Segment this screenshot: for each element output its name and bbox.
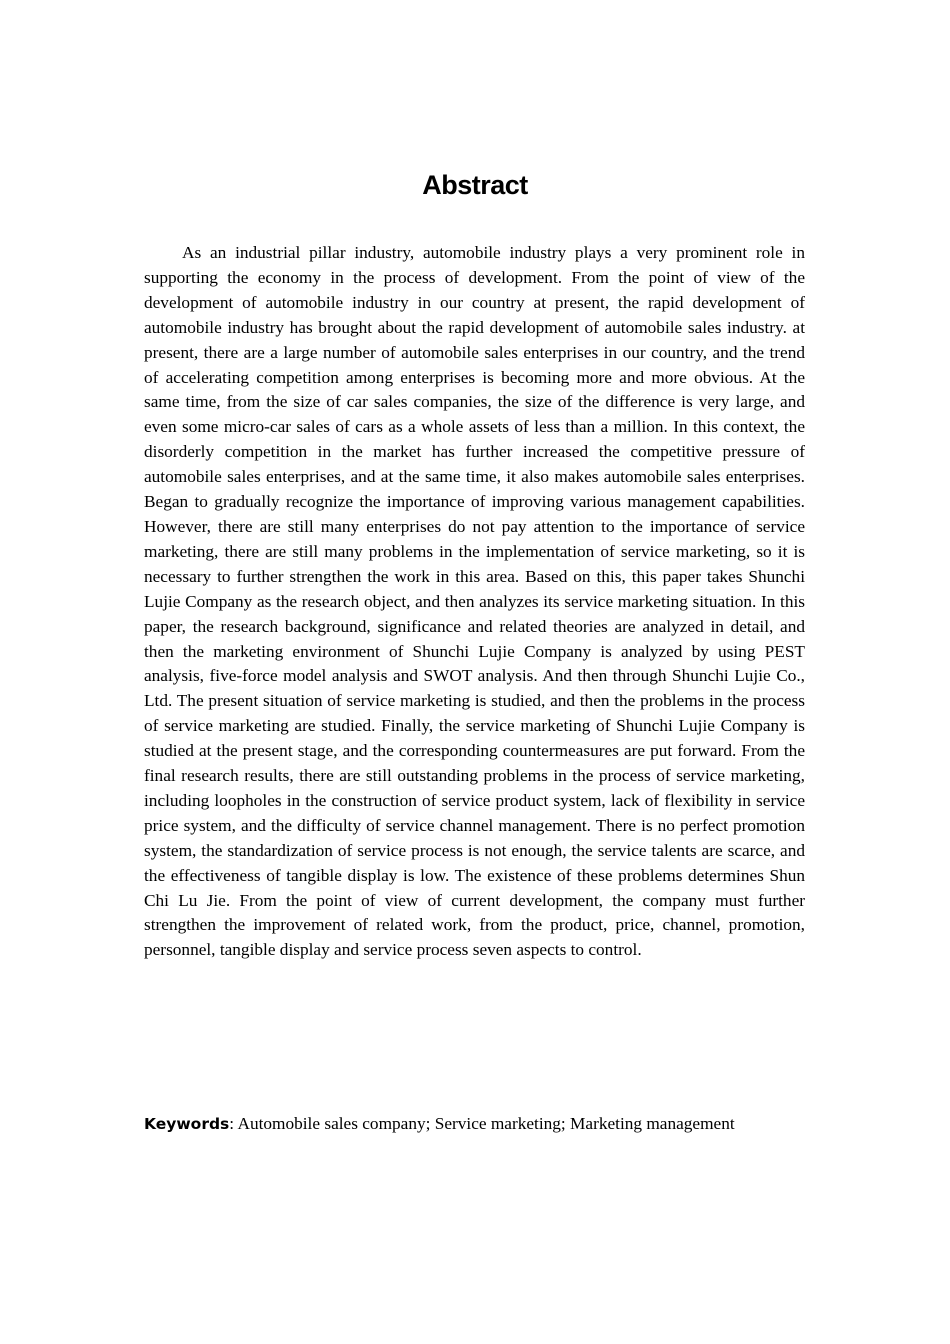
keywords-value: Automobile sales company; Service marketing; Marketing management — [237, 1114, 735, 1133]
page-title: Abstract — [422, 170, 528, 200]
keywords-line — [144, 1112, 844, 1136]
abstract-body: As an industrial pillar industry, automobile industry plays a very prominent role in supporting the economy in the process of development. From the point of view of the development of automobile industry in our country at present, the rapid development of automobile industry has brought about the rapid development of automobile sales industry. at present, there are a large number of automobile sales enterprises in our country, and the trend of accelerating competition among enterprises is becoming more and more obvious. At the same time, from the size of car sales companies, the size of the difference is very large, and even some micro-car sales of cars as a whole assets of less than a million. In this context, the disorderly competition in the market has further increased the competitive pressure of automobile sales enterprises, and at the same time, it also makes automobile sales enterprises. Began to gradually recognize the importance of improving various management capabilities. However, there are still many enterprises do not pay attention to the importance of service marketing, there are still many problems in the implementation of service marketing, so it is necessary to further strengthen the work in this area. Based on this, this paper takes Shunchi Lujie Company as the research object, and then analyzes its service marketing situation. In this paper, the research background, significance and related theories are analyzed in detail, and then the marketing environment of Shunchi Lujie Company is analyzed by using PEST analysis, five-force model analysis and SWOT analysis. And then through Shunchi Lujie Co., Ltd. The present situation of service marketing is studied, and then the problems in the process of service marketing are studied. Finally, the service marketing of Shunchi Lujie Company is studied at the present stage, and the corresponding countermeasures are put forward. From the final research results, there are still outstanding problems in the process of service marketing, including loopholes in the construction of service product system, lack of flexibility in service price system, and the difficulty of service channel management. There is no perfect promotion system, the standardization of service process is not enough, the service talents are scarce, and the effectiveness of tangible display is low. The existence of these problems determines Shun Chi Lu Jie. From the point of view of current development, the company must further strengthen the improvement of related work, from the product, price, channel, promotion, personnel, tangible display and service process seven aspects to control. — [144, 243, 805, 960]
keywords-label: Keywords — [144, 1115, 230, 1133]
keywords-separator: : — [229, 1114, 238, 1133]
